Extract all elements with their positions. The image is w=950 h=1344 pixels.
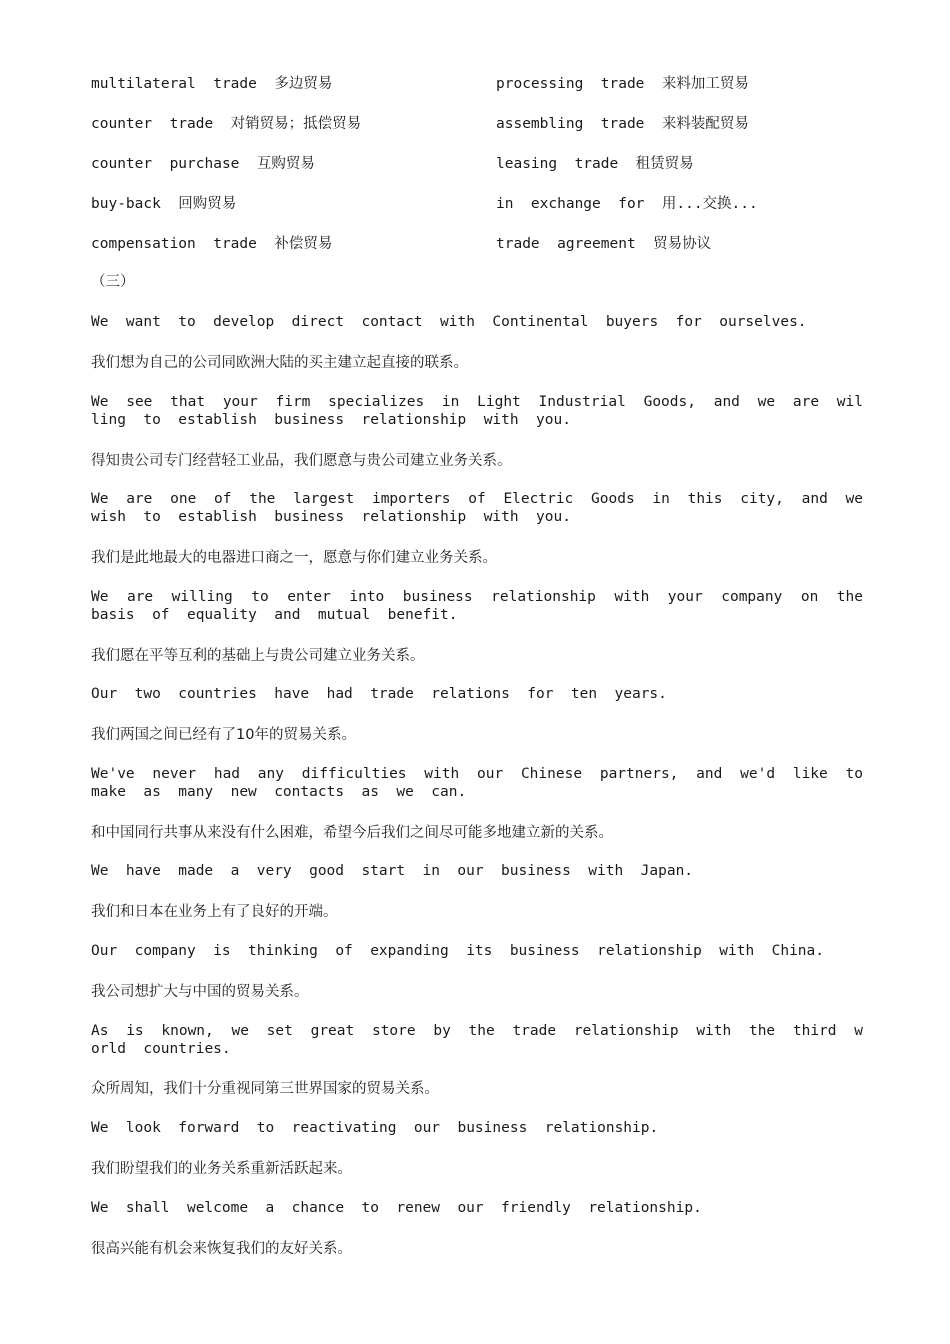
chinese-translation: 我们盼望我们的业务关系重新活跃起来。 xyxy=(91,1161,352,1177)
chinese-translation: 我们两国之间已经有了10年的贸易关系。 xyxy=(91,727,356,743)
vocab-term: counter trade 对销贸易；抵偿贸易 xyxy=(91,116,362,132)
english-sentence: We want to develop direct contact with Continental buyers for ourselves. xyxy=(91,314,807,330)
english-sentence: We are one of the largest importers of Electric Goods in this city, and we wish to establish business relationship with you. xyxy=(91,491,863,525)
document-page xyxy=(91,0,863,1257)
english-sentence: We've never had any difficulties with our Chinese partners, and we'd like to make as many new contacts as we can. xyxy=(91,766,863,800)
english-sentence: As is known, we set great store by the trade relationship with the third world countries. xyxy=(91,1023,863,1057)
chinese-translation: 和中国同行共事从来没有什么困难，希望今后我们之间尽可能多地建立新的关系。 xyxy=(91,825,613,841)
chinese-translation: 很高兴能有机会来恢复我们的友好关系。 xyxy=(91,1241,352,1257)
english-sentence: We are willing to enter into business relationship with your company on the basis of equality and mutual benefit. xyxy=(91,589,863,623)
english-sentence: We have made a very good start in our business with Japan. xyxy=(91,863,694,879)
chinese-translation: 我们想为自己的公司同欧洲大陆的买主建立起直接的联系。 xyxy=(91,355,468,371)
vocab-term: assembling trade 来料装配贸易 xyxy=(496,116,749,132)
vocab-row xyxy=(91,73,863,95)
vocab-term: leasing trade 租赁贸易 xyxy=(496,156,694,172)
english-sentence: Our company is thinking of expanding its business relationship with China. xyxy=(91,943,825,959)
vocab-term: buy-back 回购贸易 xyxy=(91,196,237,212)
vocab-term: in exchange for 用...交换... xyxy=(496,196,758,212)
vocab-term: counter purchase 互购贸易 xyxy=(91,156,315,172)
vocab-row xyxy=(91,193,863,215)
vocabulary-list xyxy=(91,0,863,270)
chinese-translation: 众所周知，我们十分重视同第三世界国家的贸易关系。 xyxy=(91,1081,439,1097)
vocab-row xyxy=(91,233,863,255)
english-sentence: We see that your firm specializes in Light Industrial Goods, and we are willing to establish business relationship with you. xyxy=(91,394,863,428)
vocab-term: processing trade 来料加工贸易 xyxy=(496,76,749,92)
vocab-row xyxy=(91,113,863,135)
english-sentence: We look forward to reactivating our business relationship. xyxy=(91,1120,659,1136)
chinese-translation: 我们愿在平等互利的基础上与贵公司建立业务关系。 xyxy=(91,648,425,664)
chinese-translation: 得知贵公司专门经营轻工业品，我们愿意与贵公司建立业务关系。 xyxy=(91,453,512,469)
vocab-term: trade agreement 贸易协议 xyxy=(496,236,712,252)
english-sentence: We shall welcome a chance to renew our friendly relationship. xyxy=(91,1200,702,1216)
vocab-row xyxy=(91,153,863,175)
english-sentence: Our two countries have had trade relations for ten years. xyxy=(91,686,667,702)
chinese-translation: 我公司想扩大与中国的贸易关系。 xyxy=(91,984,309,1000)
vocab-term: compensation trade 补偿贸易 xyxy=(91,236,333,252)
section-heading: （三） xyxy=(91,274,135,290)
chinese-translation: 我们是此地最大的电器进口商之一，愿意与你们建立业务关系。 xyxy=(91,550,497,566)
chinese-translation: 我们和日本在业务上有了良好的开端。 xyxy=(91,904,338,920)
vocab-term: multilateral trade 多边贸易 xyxy=(91,76,333,92)
